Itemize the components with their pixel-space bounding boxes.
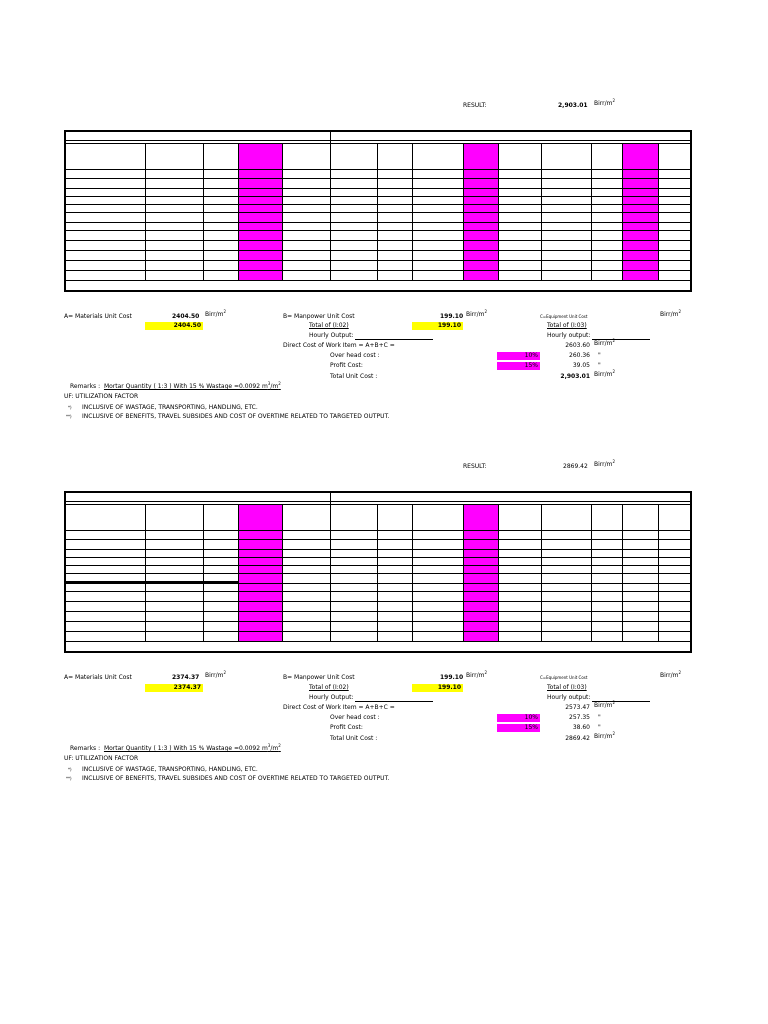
equipment-label: C=Equipment Unit Cost — [540, 314, 588, 319]
total-unit-cost-label: Total Unit Cost : — [330, 373, 378, 380]
profit-value: 39.05 — [572, 362, 590, 369]
uf-note: UF: UTILIZATION FACTOR — [64, 755, 139, 762]
overhead-pct: 10% — [497, 714, 540, 722]
profit-value: 38.60 — [572, 724, 590, 731]
overhead-pct: 10% — [497, 352, 540, 360]
manpower-total: 199.10 — [412, 684, 463, 692]
manpower-total: 199.10 — [412, 322, 463, 330]
profit-pct: 15% — [497, 724, 540, 732]
manpower-unit: Birr/$m^2$ — [466, 670, 488, 679]
result-label: RESULT: — [463, 463, 487, 470]
equipment-hourly-label: Hourly output: — [547, 694, 650, 702]
direct-cost-unit: Birr/$m^2$ — [594, 338, 616, 347]
direct-cost-label: Direct Cost of Work Item = A+B+C = — [283, 342, 395, 349]
note2-marker: **) — [66, 414, 72, 419]
materials-total: 2404.50 — [145, 322, 203, 330]
overhead-ditto: " — [598, 714, 601, 721]
direct-cost-value: 2603.60 — [565, 342, 590, 349]
profit-ditto: " — [598, 362, 601, 369]
manpower-unit: Birr/$m^2$ — [466, 309, 488, 318]
note2-marker: **) — [66, 776, 72, 781]
hourly-output-label: Hourly Output: — [309, 332, 433, 340]
materials-value: 2374.37 — [172, 674, 200, 681]
equipment-hourly-label: Hourly output: — [547, 332, 650, 340]
overhead-ditto: " — [598, 352, 601, 359]
note2: INCLUSIVE OF BENEFITS, TRAVEL SUBSIDES AND COST OF OVERTIME RELATED TO TARGETED OUTPUT. — [82, 413, 390, 420]
result-unit: Birr/$m^2$ — [594, 459, 616, 468]
remarks: Remarks : Mortar Quantity ( 1:3 ) With 15 % Wastage =0.0092 $m^3/m^2$ — [70, 743, 281, 752]
equipment-total-label: Total of (I:03) — [547, 684, 587, 691]
manpower-label: B= Manpower Unit Cost — [283, 674, 355, 681]
equipment-unit: Birr/$m^2$ — [660, 309, 682, 318]
profit-label: Profit Cost: — [330, 362, 363, 369]
total-unit-cost-value: 2869.42 — [565, 735, 590, 742]
overhead-value: 257.35 — [569, 714, 590, 721]
manpower-value: 199.10 — [440, 313, 464, 320]
remarks: Remarks : Mortar Quantity ( 1:3 ) With 15 % Wastage =0.0092 $m^3/m^2$ — [70, 381, 281, 390]
manpower-total-label: Total of (I:02) — [309, 684, 349, 691]
cost-table-2 — [64, 491, 692, 653]
equipment-label: C=Equipment Unit Cost — [540, 675, 588, 680]
cost-table-1 — [64, 130, 692, 292]
result-value: 2,903.01 — [558, 102, 588, 109]
profit-label: Profit Cost: — [330, 724, 363, 731]
equipment-unit: Birr/$m^2$ — [660, 670, 682, 679]
hourly-output-label: Hourly Output: — [309, 694, 433, 702]
total-unit-cost-label: Total Unit Cost : — [330, 735, 378, 742]
overhead-label: Over head cost : — [330, 352, 380, 359]
equipment-total-label: Total of (I:03) — [547, 322, 587, 329]
note1: INCLUSIVE OF WASTAGE, TRANSPORTING, HANDLING, ETC. — [82, 404, 258, 411]
note1-marker: *) — [68, 767, 72, 772]
result-value: 2869.42 — [563, 463, 588, 470]
manpower-total-label: Total of (I:02) — [309, 322, 349, 329]
materials-unit: Birr/$m^2$ — [205, 309, 227, 318]
overhead-label: Over head cost : — [330, 714, 380, 721]
materials-value: 2404.50 — [172, 313, 200, 320]
result-label: RESULT: — [463, 102, 487, 109]
uf-note: UF: UTILIZATION FACTOR — [64, 393, 139, 400]
manpower-value: 199.10 — [440, 674, 464, 681]
profit-ditto: " — [598, 724, 601, 731]
overhead-value: 260.36 — [569, 352, 590, 359]
materials-unit: Birr/$m^2$ — [205, 670, 227, 679]
total-unit-cost-value: 2,903.01 — [560, 373, 590, 380]
materials-label: A= Materials Unit Cost — [64, 313, 132, 320]
note2: INCLUSIVE OF BENEFITS, TRAVEL SUBSIDES AND COST OF OVERTIME RELATED TO TARGETED OUTPUT. — [82, 775, 390, 782]
result-unit: Birr/$m^2$ — [594, 98, 616, 107]
total-unit-cost-unit: Birr/$m^2$ — [594, 369, 616, 378]
direct-cost-unit: Birr/$m^2$ — [594, 700, 616, 709]
materials-label: A= Materials Unit Cost — [64, 674, 132, 681]
note1: INCLUSIVE OF WASTAGE, TRANSPORTING, HANDLING, ETC. — [82, 766, 258, 773]
materials-total: 2374.37 — [145, 684, 203, 692]
manpower-label: B= Manpower Unit Cost — [283, 313, 355, 320]
profit-pct: 15% — [497, 362, 540, 370]
direct-cost-label: Direct Cost of Work Item = A+B+C = — [283, 704, 395, 711]
direct-cost-value: 2573.47 — [565, 704, 590, 711]
total-unit-cost-unit: Birr/$m^2$ — [594, 731, 616, 740]
note1-marker: *) — [68, 405, 72, 410]
